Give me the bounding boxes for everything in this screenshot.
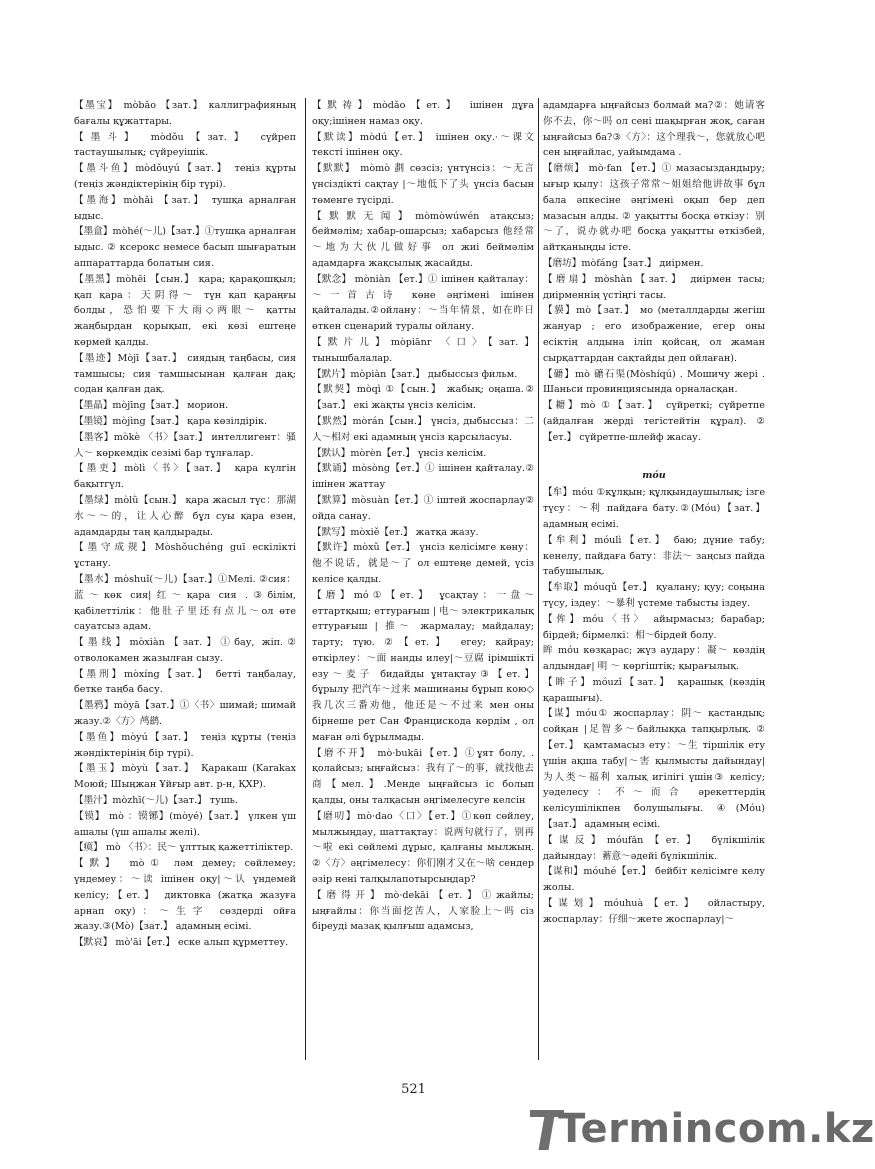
dictionary-entry: 【墨盒】mòhé(～儿)【зат.】①тушқа арналған ыдыс. ② ксерокс немесе басып шығаратын аппараттарда болатын сия. (74, 226, 296, 269)
dictionary-entry: 【墨客】mòkè 〈书〉【зат.】 интеллигент：骚人～ көркемдік сезімі бар тұлғалар. (74, 431, 296, 459)
dictionary-entry: 【磨扇】mòshàn【зат.】 диірмен тасы; диірменнің үстіңгі тасы. (543, 273, 765, 301)
dictionary-entry: 【磨叨】mò·dao〈口〉【ет.】①көп сөйлеу, мылжыңдау, шаттақтау：说两句就行了，别再～啦 екі сөйлемі дұрыс, қалғаны мылжың. ②〈方〉әңгімелесу：你们刚才又在～啥 сендер әзір нені талқылапотырсыңдар? (312, 810, 534, 886)
dictionary-entry: 【默算】mòsuàn【ет.】① іштей жоспарлау② ойда санау. (312, 494, 534, 522)
dictionary-entry: 【瘼】 mò 〈书〉：民～ ұлттық қажеттіліктер. (74, 842, 294, 854)
dictionary-entry: 【谋反】móufǎn【ет.】 бүлікшілік дайындау：蓄意～әдейі бүлікшілік. (543, 834, 765, 862)
dictionary-entry: 【墨玉】mòyù【зат.】 Қаракаш (Karakax Моюй; Шыңжан Ұйғыр авт. р-н, ҚХР). (74, 763, 296, 791)
dictionary-entry: 眸 móu көзқарас; жүз аудару：凝～ көздің алдындағ| 明 ～ көргіштік; қырағылық. (543, 645, 765, 673)
dictionary-entry: 【默诵】mòsòng【ет.】① ішінен қайталау.② ішінен жаттау (312, 463, 534, 491)
dictionary-entry: 【耱】mò ①【зат.】 сүйреткі; сүйретпе (айдалған жерді тегістейтін құрал). ②【ет.】 сүйретпе-шлейф жасау. (543, 400, 765, 443)
dictionary-entry: 【默祷】mòdǎo【ет.】 ішінен дұға оқу;ішінен намаз оқу. (312, 100, 534, 127)
dictionary-entry: 【谋和】móuhé【ет.】 бейбіт келісімге келу жолы. (543, 866, 765, 894)
dictionary-entry: 【牟利】móulì【ет.】 баю; дүние табу; кенелу, пайдаға бату：非法～ заңсыз пайда табушылық. (543, 534, 765, 578)
dictionary-entry: 【默默无闻】mòmòwúwén атақсыз; беймәлім; хабар-ошарсыз; хабарсыз 他经常～地为大伙儿做好事 ол жиі беймәлім адамдарға жақсылық жасайды. (312, 210, 534, 269)
dictionary-entry: 【谋划】móuhuà【ет.】 ойластыру, жоспарлау：仔细～жете жоспарлау|～ (543, 898, 765, 925)
dictionary-entry: 【墨绿】mòlǜ【сын.】 қара жасыл түс：那湖水～～的，让人心醉 бұл суы қара езен, адамдарды таң қалдырады. (74, 494, 296, 538)
dictionary-entry: 【墨守成规】Mòshǒuchéng guī ескіліктi ұстану. (74, 542, 296, 570)
page-number: 521 (401, 1082, 426, 1097)
dictionary-entry: 【墨斗】 mòdǒu【зат.】 сүйреп тастаушылық; сүйреуішік. (74, 131, 296, 159)
dictionary-entry: 【墨斗鱼】mòdǒuyú【зат.】 теңіз құрты (теңіз жәндіктерінің бір түрі). (74, 163, 296, 190)
column-divider (305, 98, 306, 1060)
dictionary-entry: 【默认】mòrèn【ет.】 үнсіз келісім. (312, 447, 487, 459)
dictionary-entry: 【墨镜】mòjìng【зат.】 қара көзілдірік. (74, 415, 267, 427)
dictionary-entry: 【眸子】móuzǐ【зат.】 қарашық (көздің қарашығы). (543, 676, 765, 704)
dictionary-entry: 【默读】mòdú【ет.】 ішінен оқу.·～课文 тексті ішінен оқу. (312, 131, 534, 159)
site-logo (528, 1100, 875, 1160)
dictionary-entry: 【默然】mòrán【сын.】 үнсіз, дыбыссыз：二人～相对 екі адамның үнсіз қарсыласуы. (312, 415, 534, 443)
dictionary-entry: 【牟】móu ①құлқын; құлқындаушылық; ізге түсу：～利 пайдаға бату.②(Móu)【зат.】 адамның есімі. (543, 487, 765, 530)
dictionary-entry: 【磨坊】mòfáng【зат.】 диірмен. (543, 257, 704, 269)
column-left (74, 98, 296, 1058)
dictionary-entry: 【磨不开】 mò·bukāi【ет.】①ұят болу, . қолайсыз; ыңғайсыз：我有了～的事，就找他去商【мел.】.Менде ыңғайсыз іс болып қалды, оны талқасын әңгімелесуге келсін (312, 747, 534, 807)
dictionary-entry: 【默念】 mòniàn 【ет.】① ішінен қайталау：～一首古诗 көне әңгімені ішінен қайталады.②ойлану：～当年情景，如在昨日 өткен сценарий туралы ойлану. (312, 273, 534, 333)
dictionary-entry: 【墨迹】Mòjī【зат.】 сиядың таңбасы, сия тамшысы; сия тамшысынан қалған дақ; содан қалған дақ. (74, 352, 296, 396)
dictionary-entry: 【貘】mò【зат.】 мо (металлдарды жегіш жануар ; его изображение, егер оны есіктің алдына іліп қойсаң, ол жаман сырқаттардан сақтайды деп ойлаған). (543, 305, 765, 364)
dictionary-entry: 【谋】móu① жоспарлау：阴～ қастандық; сойқан |足智多～байлыққа тапқырлық. ② 【ет.】 қамтамасыз ету：～生 тіршілік ету үшін ақша табу|～害 қылмысты дайындау|为人类～福利 халық игілігі үшін③ келісу; уәделесу：不～而合 әрекеттердің келісушілікпен болушылығы. ④(Móu)【зат.】 адамның есімі. (543, 708, 765, 831)
logo-text: Termincom.kz (558, 1106, 875, 1152)
dictionary-entry: 【默默】 mòmò 劃 сөзсіз; үнтүнсіз：～无言 үнсіздікті сақтау |～地低下了头 үнсіз басын төменге түсірді. (312, 163, 534, 206)
dictionary-entry: 【磨得开】mò·dekāi【ет.】①жайлы; ыңғайлы：你当面挖苦人，人家脸上～吗 сіз біреуді мазақ қылғыш адамсыз, (312, 889, 534, 933)
dictionary-entry: 【默片】mòpiàn【зат.】 дыбыссыз фильм. (312, 368, 518, 380)
dictionary-entry: 【镆】 mò ：镆铘】(mòyé)【зат.】 үлкен үш ашалы (үш ашалы желі). (74, 810, 296, 838)
dictionary-entry: 【墨宝】 mòbǎo 【зат.】 каллиграфияның бағалы құжаттары. (74, 100, 296, 127)
column-divider (538, 98, 539, 1060)
column-right (543, 98, 765, 1058)
dictionary-entry: 【默契】mòqì ①【сын.】 жабық; оңаша.②【зат.】 екі жақты үнсіз келісім. (312, 384, 534, 412)
dictionary-entry: 【墨刑】mòxíng【зат.】 бетті таңбалау, бетке таңба басу. (74, 668, 296, 696)
section-heading: móu (642, 469, 666, 481)
dictionary-entry: 【默哀】 mò'āi【ет.】 еске алып құрметтеу. (74, 937, 289, 949)
column-middle (312, 98, 534, 1058)
dictionary-entry: 【侔】móu〈书〉 айырмасыз; барабар; бірдей; бірмелкі：相～бірдей болу. (543, 613, 765, 641)
dictionary-entry: адамдарға ыңғайсыз болмай ма?②：她请客你不去，你～吗 ол сені шақырған жоқ, саған ыңғайсыз ба?③〈方〉：这个理我～，您就放心吧 сен ыңғайлас, уайымдама . (543, 100, 765, 159)
dictionary-entry: 【墨吏】mòlì〈书〉【зат.】 қара күлгін бақытгүл. (74, 463, 296, 491)
dictionary-entry: 【墨黑】mòhēi 【сын.】 қара; қарақошқыл; қап қара：天阴得～ түн қап қараңғы болды，恐怕要下大雨◇两眼～ қатты жаңбырдан қорықып, екі көзі ештеңе көрмей қалды. (74, 273, 296, 348)
dictionary-entry: 【墨汁】mòzhī(～儿)【зат.】 тушь. (74, 795, 238, 807)
dictionary-entry: 【墨水】mòshuǐ(～儿)【зат.】①Мелі. ②сия：蓝～көк сия|红～қара сия .③білім, қабілеттілік：他肚子里还有点儿～ол өте сауатсыз адам. (74, 573, 296, 633)
dictionary-entry: 【磨】mó①【ет.】 ұсақтау：一盘～ еттартқыш; еттурағыш | 电～ электрикалық еттурағыш | 推～ жармалау; майдалау; тарту; түю. ②【ет.】 егеу; қайрау; өткірлеу：～面 нанды илеу|～豆腐 ірімшікті езу～麦子 бидайды ұнтақтау③【ет.】 бұрылу 把汽车～过来 машинаны бұрып кою◇我几次三番劝他，他还是～不过来 мен оны бірнеше рет Сан Францискода көрдім , ол маған әлі бұрылмады. (312, 589, 534, 743)
dictionary-entry: 【墨鸦】mòyā【зат.】①〈书〉шимай; шимай жазу.②〈方〉鸬鹚. (74, 700, 296, 728)
dictionary-entry: 【磨烦】 mò·fan 【ет.】① мазасыздандыру; ығыр қылу：这孩子常常～姐姐给他讲故事 бұл бала әпкесіне әңгімені оқып бер деп мазасын алды. ② уақытты босқа өткізу：别～了，说办就办吧 босқа уақытты өткізбей, айтқаныңды істе. (543, 163, 765, 254)
dictionary-entry: 【墨鱼】mòyú【зат.】 теңіз құрты (теңіз жәндіктерінің бір түрі). (74, 731, 296, 759)
dictionary-entry: 【默许】mòxǔ【ет.】 үнсіз келісімге көну：他不说话，就是～了 ол ештеңе демей, үсіз келісе қалды. (312, 542, 534, 585)
dictionary-entry: 【墨线】mòxiàn【зат.】①бау, жіп.② отволокамен жазылған сызу. (74, 637, 296, 664)
dictionary-entry: 【默】 mò① ләм демеу; сөйлемеу; үндемеу：～读 ішінен оқу|～认 үндемей келісу;【ет.】 диктовка (жатқа жазуға арнап оқу)：～生字 сөздерді ойға жазу.③(Mò)【зат.】 адамның есімі. (74, 858, 296, 933)
dictionary-entry: 【牟取】móuqǔ【ет.】 қуалану; қуу; соңына түсу, іздеу：～暴利 үстеме табысты іздеу. (543, 582, 765, 609)
dictionary-entry: 【墨海】mòhǎi 【зат.】 тушқа арналған ыдыс. (74, 194, 296, 222)
dictionary-entry: 【墨晶】mòjīng【зат.】 морион. (74, 400, 229, 412)
dictionary-entry: 【礳】mò 礳石渠(Mòshíqú) . Мошичу жері . Шаньси провинциясында орналасқан. (543, 368, 765, 396)
dictionary-entry: 【默片儿】mòpiānr 〈口〉【зат.】 тынышбалалар. (312, 336, 534, 364)
dictionary-entry: 【默写】mòxiě【ет.】 жатқа жазу. (312, 526, 479, 538)
